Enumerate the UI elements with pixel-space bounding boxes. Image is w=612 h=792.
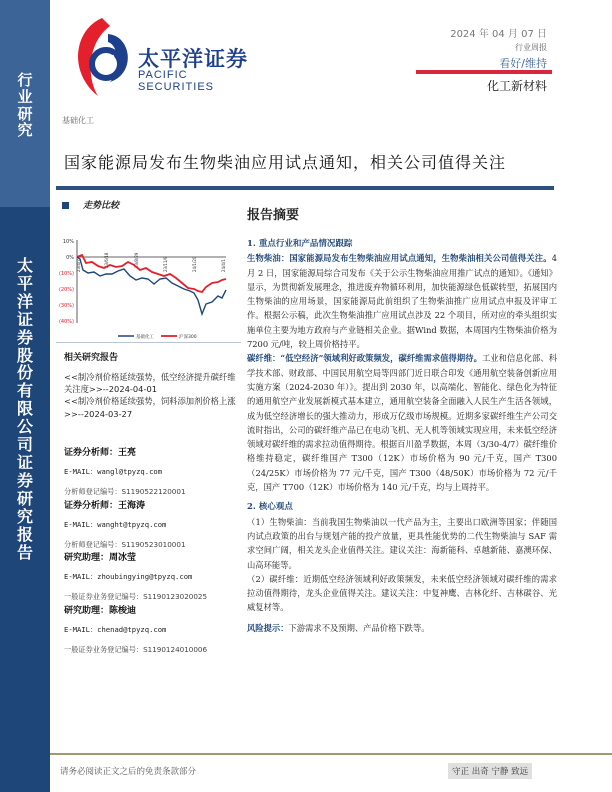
analyst-card [64, 498, 244, 550]
paragraph-lead: 碳纤维：“低空经济”领域利好政策频发，碳纤维需求值得期待。 [247, 353, 482, 364]
svg-text:24/1/20: 24/1/20 [192, 256, 197, 272]
footer-motto: 守正 出奇 宁静 致远 [448, 763, 532, 779]
section-1-heading: 1. 重点行业和产品情况跟踪 [247, 239, 353, 249]
trend-chart [56, 228, 241, 343]
related-report-item[interactable]: <<制冷剂价格延续强势，低空经济提升碳纤维关注度>>--2024-04-01 [64, 372, 236, 395]
report-type: 行业周报 [515, 43, 547, 52]
svg-text:23/6/18: 23/6/18 [104, 252, 109, 268]
svg-text:(30%): (30%) [58, 303, 74, 309]
pacific-securities-logo [62, 12, 262, 102]
risk-label: 风险提示： [247, 622, 289, 633]
core-view-1: （1）生物柴油：当前我国生物柴油以一代产品为主，主要出口欧洲等国家；伴随国内试点政策的出台与规划产能的投产放量，更具性能优势的二代生物柴油与 SAF 需求空间广阔，相关龙头企业值得关注。建议关注：海新能科、卓越新能、嘉澳环保、山高环能等。 [247, 516, 557, 570]
svg-text:10%: 10% [62, 239, 74, 245]
svg-text:(40%): (40%) [58, 319, 74, 325]
sidebar-label-industry-research: 行 业 研 究 [17, 71, 33, 140]
paragraph-biodiesel [247, 251, 557, 351]
analyst-name: 证券分析师：王海涛 [64, 501, 146, 511]
svg-text:24/4/1: 24/4/1 [221, 259, 226, 272]
risk-text: 下游需求不及预期、产品价格下跌等。 [288, 622, 430, 633]
chart-divider [56, 342, 241, 343]
svg-text:23/4/7: 23/4/7 [76, 259, 81, 272]
assistant-email[interactable]: E-MAIL：chenad@tpyzq.com [64, 625, 167, 634]
rating: 看好/维持 [499, 57, 547, 70]
svg-text:沪深300: 沪深300 [179, 335, 197, 340]
sidebar-label-company: 太 平 洋 证 券 股 份 有 限 公 司 证 券 研 究 报 告 [16, 256, 33, 562]
svg-text:(10%): (10%) [58, 271, 74, 277]
report-date: 2024 年 04 月 07 日 [450, 29, 547, 40]
paragraph-body: 工业和信息化部、科学技术部、财政部、中国民用航空局等四部门近日联合印发《通用航空装备创新应用实施方案（2024-2030 年）》。提出到 2030 年，以高端化、智能化、绿色化为特征的通用航空产业发展新模式基本建立，通用航空装备全面融入人民生产生活各领域，成为低空经济增长的强大推动力，形成万亿级市场规模。近期多家碳纤维生产公司交流时指出，公司的碳纤维产品已在电动飞机、无人机等领域实现应用，未来低空经济领域对碳纤维的需求拉动值得期待。根据百川盈孚数据，本周（3/30-4/7）碳纤维价格维持稳定，碳纤维国产 T300（12K）市场价格为 90 元/千克，国产 T300（24/25K）市场价格为 77 元/千克，国产 T300（48/50K）市场价格为 72 元/千克，国产 T700（12K）市场价格为 140 元/千克，均与上周持平。 [247, 353, 557, 493]
header-divider [416, 70, 552, 74]
svg-text:23/11/9: 23/11/9 [163, 256, 168, 272]
logo-name-en: PACIFIC SECURITIES [138, 69, 215, 93]
paragraph-body: 4 月 2 日，国家能源局综合司发布《关于公示生物柴油应用推广试点的通知》。《通知》显示，为贯彻新发展理念，推进废弃物循环利用，加快能源绿色低碳转型，拓展国内生物柴油的应用场景，国家能源局此前组织了生物柴油推广应用试点申报及评审工作。根据公示稿，此次生物柴油推广应用试点涉及 22 个项目，所对应的牵头组织实施单位主要为地方政府与产业链相关企业。据Wind 数据，本周国内生物柴油价格为 7200 元/吨，较上周价格持平。 [247, 253, 557, 350]
analyst-reg-no: 分析师登记编号：S1190522120001 [64, 487, 186, 496]
title-divider [56, 186, 554, 190]
logo-name-cn: 太平洋证券 [138, 47, 248, 71]
core-view-2: （2）碳纤维：近期低空经济领域利好政策频发，未来低空经济领域对碳纤维的需求拉动值得期待，龙头企业值得关注。建议关注：中复神鹰、吉林化纤、吉林碳谷、光威复材等。 [247, 573, 557, 613]
footer-disclaimer: 请务必阅读正文之后的免责条款部分 [60, 767, 197, 777]
analyst-email[interactable]: E-MAIL：wanght@tpyzq.com [64, 520, 167, 529]
trend-heading: 走势比较 [62, 198, 119, 211]
trend-chart-svg [56, 228, 241, 343]
assistant-reg-no: 一般证券业务登记编号：S1190124010006 [64, 645, 208, 654]
assistant-card [64, 603, 244, 655]
assistant-name: 研究助理：周冰莹 [64, 553, 137, 563]
abstract-heading: 报告摘要 [247, 208, 300, 223]
abstract-section-1 [247, 237, 557, 635]
svg-text:(20%): (20%) [58, 287, 74, 293]
industry-category: 基础化工 [62, 116, 94, 125]
report-title: 国家能源局发布生物柴油应用试点通知，相关公司值得关注 [64, 153, 507, 172]
related-reports-heading: 相关研究报告 [64, 353, 119, 363]
svg-text:0%: 0% [66, 255, 74, 261]
analyst-reg-no: 分析师登记编号：S1190523010001 [64, 540, 186, 549]
analyst-card [64, 445, 244, 497]
assistant-email[interactable]: E-MAIL：zhoubingying@tpyzq.com [64, 572, 193, 581]
svg-text:基础化工: 基础化工 [136, 335, 154, 340]
analyst-email[interactable]: E-MAIL：wangl@tpyzq.com [64, 467, 163, 476]
assistant-name: 研究助理：陈梭迪 [64, 606, 137, 616]
paragraph-lead: 生物柴油：国家能源局发布生物柴油应用试点通知，生物柴油相关公司值得关注。 [247, 253, 552, 264]
assistant-card [64, 550, 244, 602]
sector-name: 化工新材料 [486, 79, 547, 93]
section-2-heading: 2. 核心观点 [247, 502, 293, 513]
assistant-reg-no: 一般证券业务登记编号：S1190123020025 [64, 592, 208, 601]
square-bullet-icon [62, 202, 69, 209]
footer-divider [50, 753, 612, 755]
analyst-name: 证券分析师：王亮 [64, 448, 137, 458]
risk-notice [247, 621, 557, 635]
svg-text:23/8/29: 23/8/29 [134, 252, 139, 268]
related-report-item[interactable]: <<制冷剂价格延续强势，饲料添加剂价格上涨>>--2024-03-27 [64, 396, 236, 419]
paragraph-carbon-fiber [247, 351, 557, 494]
related-reports-list [64, 371, 236, 420]
